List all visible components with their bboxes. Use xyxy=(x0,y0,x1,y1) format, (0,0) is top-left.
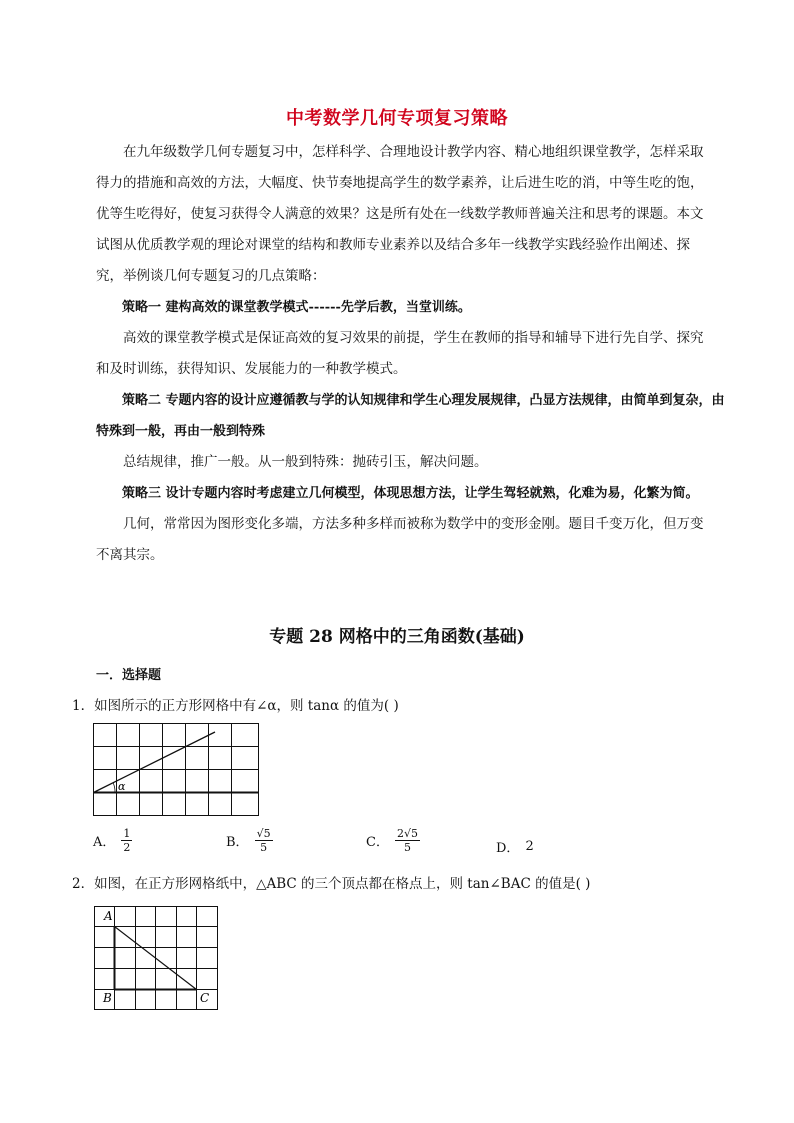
strategy-1-text: 高效的课堂教学模式是保证高效的复习效果的前提，学生在教师的指导和辅导下进行先自学、探究和及时训练，获得知识、发展能力的一种教学模式。 xyxy=(96,330,704,377)
part-heading: 一．选择题 xyxy=(96,668,162,683)
strategy-2-text: 总结规律，推广一般。从一般到特殊：抛砖引玉，解决问题。 xyxy=(123,454,488,470)
alpha-label: α xyxy=(118,780,126,793)
question-1-grid-figure xyxy=(93,723,259,819)
choice-d[interactable]: D． 2 xyxy=(496,839,534,856)
strategy-3-heading: 策略三 设计专题内容时考虑建立几何模型，体现思想方法，让学生驾轻就熟，化难为易，化繁为简。 xyxy=(122,486,699,501)
question-1-text: 1．如图所示的正方形网格中有∠α，则 tanα 的值为( ) xyxy=(72,698,399,714)
vertex-a-label: A xyxy=(104,909,113,923)
choice-b[interactable]: B． $\frac{√5}{5}$ xyxy=(226,827,271,854)
strategy-1-heading: 策略一 建构高效的课堂教学模式------先学后教，当堂训练。 xyxy=(122,300,471,315)
choice-a[interactable]: A． $\frac{1}{2}$ xyxy=(93,827,131,854)
page-title: 中考数学几何专项复习策略 xyxy=(286,108,508,129)
strategy-2-heading: 策略二 专题内容的设计应遵循教与学的认知规律和学生心理发展规律，凸显方法规律，由简单到复杂，由特殊到一般，再由一般到特殊 xyxy=(96,393,725,439)
alpha-angle-arc xyxy=(113,783,115,793)
vertex-c-label: C xyxy=(200,991,210,1005)
question-2-grid-figure xyxy=(94,906,218,1010)
strategy-3-text: 几何，常常因为图形变化多端，方法多种多样而被称为数学中的变形金刚。题目千变万化，但万变不离其宗。 xyxy=(96,516,704,563)
alpha-ray-line xyxy=(94,732,216,793)
intro-paragraph: 在九年级数学几何专题复习中，怎样科学、合理地设计教学内容、精心地组织课堂教学，怎样采取得力的措施和高效的方法，大幅度、快节奏地提高学生的数学素养，让后进生吃的消，中等生吃的饱，优等生吃得好，使复习获得令人满意的效果？这是所有处在一线数学教师普遍关注和思考的课题。本文试图从优质教学观的理论对课堂的结构和教师专业素养以及结合多年一线教学实践经验作出阐述、探究，举例谈几何专题复习的几点策略： xyxy=(96,144,704,284)
choice-c[interactable]: C． $\frac{2√5}{5}$ xyxy=(366,827,418,854)
question-2-text: 2．如图，在正方形网格纸中，△ABC 的三个顶点都在格点上，则 tan∠BAC 的值是( ) xyxy=(72,876,591,892)
section-title: 专题 28 网格中的三角函数(基础) xyxy=(269,627,525,647)
vertex-b-label: B xyxy=(103,991,112,1005)
